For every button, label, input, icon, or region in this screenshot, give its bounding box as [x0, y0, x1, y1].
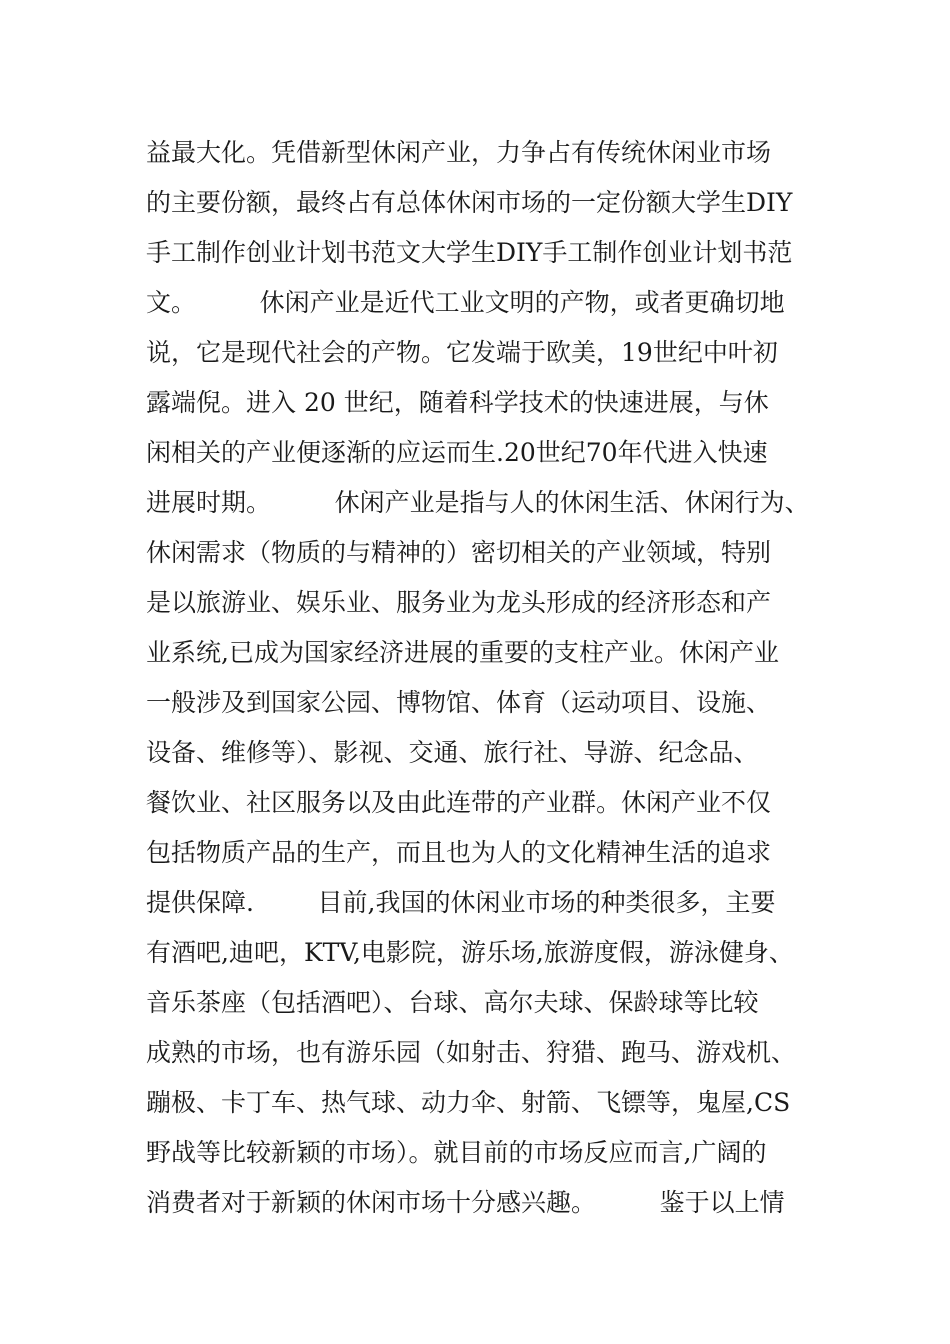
text-line: 包括物质产品的生产，而且也为人的文化精神生活的追求	[146, 838, 772, 867]
text-line: 成熟的市场，也有游乐园（如射击、狩猎、跑马、游戏机、	[146, 1038, 797, 1067]
text-line: 设备、维修等）、影视、交通、旅行社、导游、纪念品、	[146, 738, 759, 767]
text-line: 有酒吧,迪吧，KTV,电影院，游乐场,旅游度假，游泳健身、	[146, 938, 794, 967]
text-line: 业系统,已成为国家经济进展的重要的支柱产业。休闲产业	[146, 638, 779, 667]
text-line: 文。 休闲产业是近代工业文明的产物，或者更确切地	[146, 288, 785, 317]
body-text	[146, 128, 826, 1228]
text-line: 进展时期。 休闲产业是指与人的休闲生活、休闲行为、	[146, 488, 810, 517]
text-line: 音乐茶座（包括酒吧）、台球、高尔夫球、保龄球等比较	[146, 988, 759, 1017]
text-line: 消费者对于新颖的休闲市场十分感兴趣。 鉴于以上情	[146, 1188, 785, 1217]
text-line: 说，它是现代社会的产物。它发端于欧美，19世纪中叶初	[146, 338, 778, 367]
text-line: 益最大化。凭借新型休闲产业，力争占有传统休闲业市场	[146, 138, 772, 167]
text-line: 闲相关的产业便逐渐的应运而生.20世纪70年代进入快速	[146, 438, 768, 467]
text-line: 露端倪。进入 20 世纪，随着科学技术的快速进展，与休	[146, 388, 769, 417]
text-line: 手工制作创业计划书范文大学生DIY手工制作创业计划书范	[146, 238, 793, 267]
text-line: 休闲需求（物质的与精神的）密切相关的产业领域，特别	[146, 538, 772, 567]
text-line: 的主要份额，最终占有总体休闲市场的一定份额大学生DIY	[146, 188, 793, 217]
text-line: 蹦极、卡丁车、热气球、动力伞、射箭、飞镖等，鬼屋,CS	[146, 1088, 791, 1117]
text-line: 是以旅游业、娱乐业、服务业为龙头形成的经济形态和产	[146, 588, 772, 617]
text-line: 提供保障. 目前,我国的休闲业市场的种类很多，主要	[146, 888, 776, 917]
text-line: 野战等比较新颖的市场）。就目前的市场反应而言,广阔的	[146, 1138, 767, 1167]
text-line: 一般涉及到国家公园、博物馆、体育（运动项目、设施、	[146, 688, 772, 717]
text-line: 餐饮业、社区服务以及由此连带的产业群。休闲产业不仅	[146, 788, 772, 817]
